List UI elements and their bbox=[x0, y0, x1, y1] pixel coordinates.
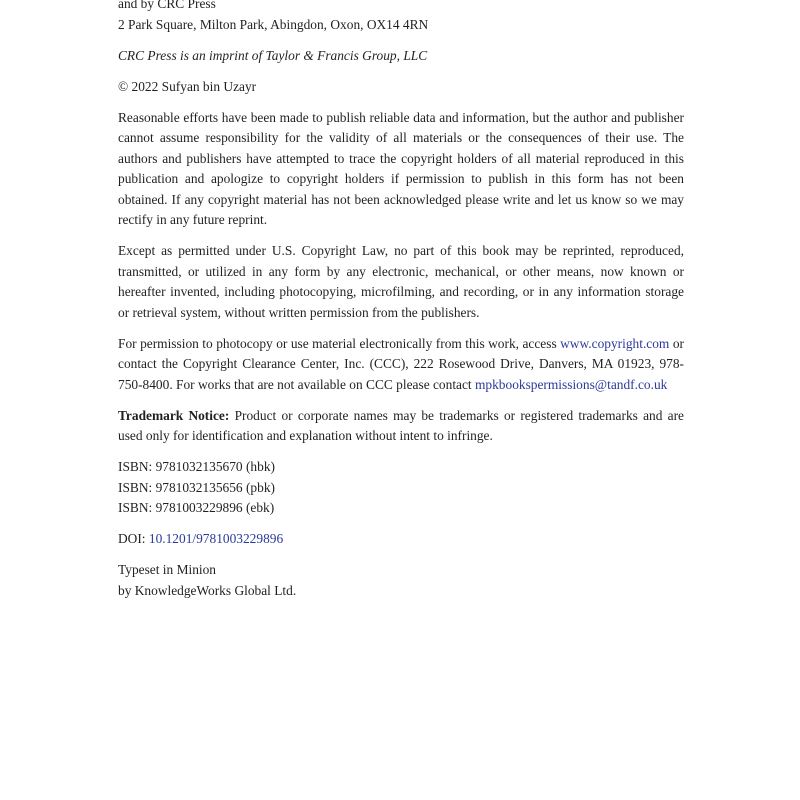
copyright-notice: © 2022 Sufyan bin Uzayr bbox=[118, 78, 257, 94]
isbn-list bbox=[118, 457, 684, 519]
publisher-address-line: 2 Park Square, Milton Park, Abingdon, Oxon, OX14 4RN bbox=[118, 16, 429, 32]
typeset-info bbox=[118, 560, 684, 601]
copyright-page bbox=[118, 0, 684, 612]
publisher-line: and by CRC Press bbox=[118, 0, 216, 11]
trademark-label: Trademark Notice: bbox=[118, 407, 230, 423]
trademark-text: Product or corporate names may be trademarks or registered trademarks and are used only for identification and explanation without intent to infringe. bbox=[118, 407, 684, 443]
isbn-pbk: ISBN: 9781032135656 (pbk) bbox=[118, 479, 275, 495]
doi-link[interactable]: 10.1201/9781003229896 bbox=[148, 531, 284, 546]
permission-text-start: For permission to photocopy or use material electronically from this work, access bbox=[118, 335, 561, 351]
publisher-address bbox=[118, 0, 684, 35]
typeset-font: Typeset in Minion bbox=[118, 562, 216, 577]
permission-paragraph bbox=[118, 334, 684, 396]
copyright-law-paragraph: Except as permitted under U.S. Copyright Law, no part of this book may be reprinted, reproduced, transmitted, or utilized in any form by any electronic, mechanical, or other means, now known or hereafter invented, including photocopying, microfilming, and recording, or in any information storage or retrieval system, without written permission from the publishers. bbox=[118, 243, 684, 320]
reasonable-efforts-paragraph: Reasonable efforts have been made to publish reliable data and information, but the author and publisher cannot assume responsibility for the validity of all materials or the consequences of their use. The authors and publishers have attempted to trace the copyright holders of all material reproduced in this publication and apologize to copyright holders if permission to publish in this form has not been obtained. If any copyright material has not been acknowledged please write and let us know so we may rectify in any future reprint. bbox=[118, 109, 684, 227]
typeset-company: by KnowledgeWorks Global Ltd. bbox=[118, 582, 297, 598]
permissions-email-link[interactable]: mpkbookspermissions@tandf.co.uk bbox=[475, 376, 668, 392]
copyright-link[interactable]: www.copyright.com bbox=[560, 335, 670, 351]
isbn-ebk: ISBN: 9781003229896 (ebk) bbox=[118, 500, 275, 515]
imprint-statement: CRC Press is an imprint of Taylor & Francis Group, LLC bbox=[118, 47, 428, 63]
doi-line bbox=[118, 529, 684, 550]
isbn-hbk: ISBN: 9781032135670 (hbk) bbox=[118, 459, 275, 474]
trademark-notice bbox=[118, 406, 684, 447]
permission-text-middle: or contact the Copyright Clearance Center, Inc. (CCC), 222 Rosewood Drive, Danvers, MA 01923, 978-750-8400. For works that are not available on CCC please contact bbox=[118, 335, 684, 392]
doi-label: DOI: bbox=[118, 531, 149, 546]
